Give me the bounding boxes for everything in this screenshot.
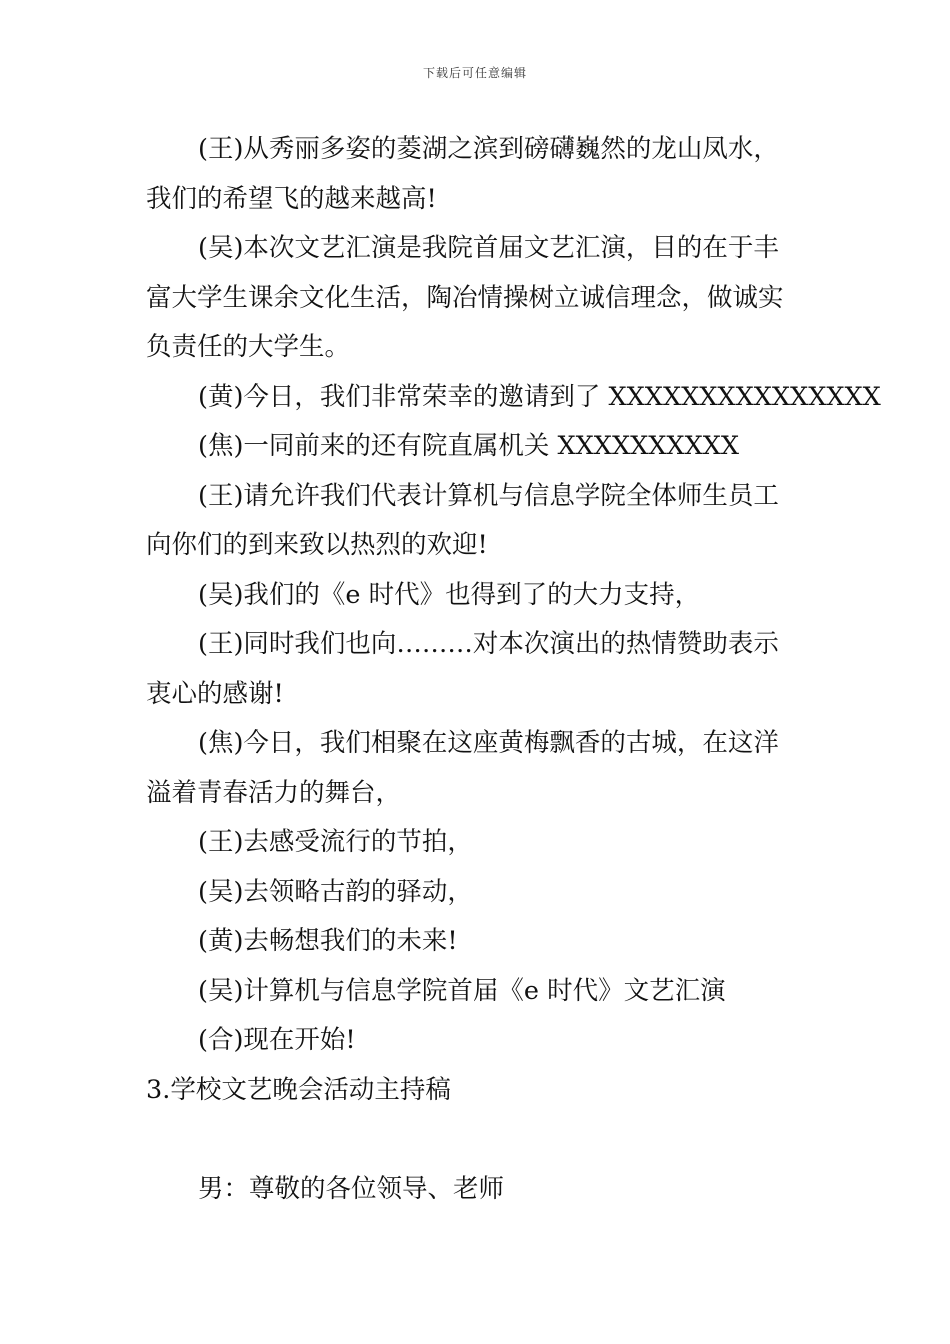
paragraph-line: 我们的希望飞的越来越高! (146, 183, 437, 214)
paragraph-line: (吴)本次文艺汇演是我院首届文艺汇演，目的在于丰 (198, 233, 779, 263)
paragraph-line: (合)现在开始! (198, 1025, 356, 1055)
paragraph-line: 衷心的感谢! (146, 678, 284, 709)
paragraph-line: 男：尊敬的各位领导、老师 (198, 1173, 505, 1204)
section-heading: 3.学校文艺晚会活动主持稿 (146, 1074, 451, 1105)
paragraph-line: (焦)一同前来的还有院直属机关 XXXXXXXXXX (198, 431, 740, 461)
paragraph-line: (黄)今日，我们非常荣幸的邀请到了 XXXXXXXXXXXXXXX (198, 381, 881, 412)
paragraph-line: (王)同时我们也向………对本次演出的热情赞助表示 (198, 629, 779, 659)
page-header-note: 下载后可任意编辑 (422, 66, 527, 80)
paragraph-line: (王)从秀丽多姿的菱湖之滨到磅礴巍然的龙山凤水， (198, 134, 779, 164)
paragraph-line: (王)请允许我们代表计算机与信息学院全体师生员工 (198, 480, 779, 511)
paragraph-line: (黄)去畅想我们的未来! (198, 926, 458, 956)
paragraph-line: 富大学生课余文化生活，陶冶情操树立诚信理念，做诚实 (146, 282, 784, 313)
paragraph-line: (吴)计算机与信息学院首届《e 时代》文艺汇演 (198, 975, 726, 1006)
paragraph-line: (吴)我们的《e 时代》也得到了的大力支持， (198, 579, 701, 610)
document-body (146, 125, 881, 1214)
paragraph-line: (焦)今日，我们相聚在这座黄梅飘香的古城，在这洋 (198, 728, 779, 758)
paragraph-line: (王)去感受流行的节拍， (198, 827, 473, 857)
paragraph-line: 负责任的大学生。 (146, 332, 351, 362)
blank-line (146, 1115, 811, 1165)
paragraph-line: 向你们的到来致以热烈的欢迎! (146, 530, 488, 560)
paragraph-line: (吴)去领略古韵的驿动， (198, 876, 473, 907)
paragraph-line: 溢着青春活力的舞台， (146, 777, 402, 808)
